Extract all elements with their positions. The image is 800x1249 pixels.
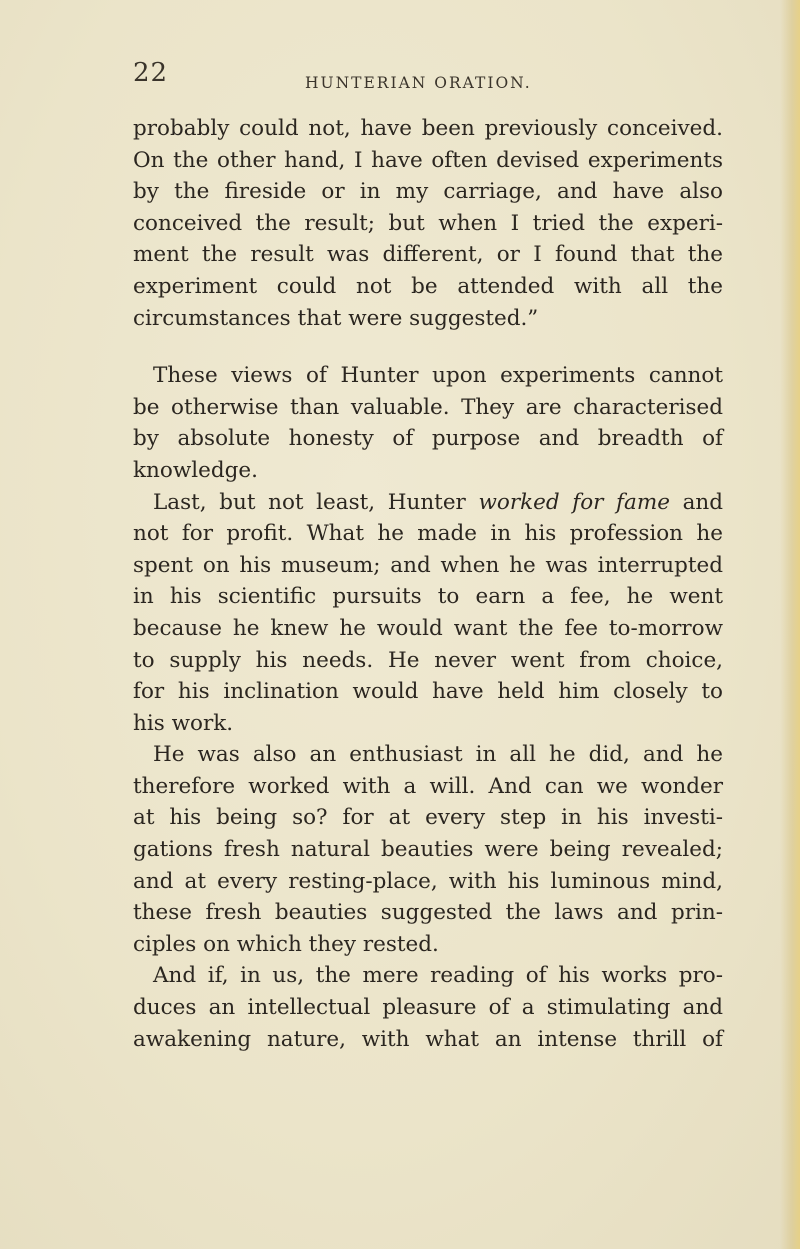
text-line: by absolute honesty of purpose and breadth of (133, 426, 723, 452)
paragraph-reading-works (133, 960, 723, 1055)
text-line: ment the result was different, or I found that the (133, 242, 723, 268)
text-line: probably could not, have been previously conceived. (133, 116, 723, 141)
text-line: awakening nature, with what an intense thrill of (133, 1026, 723, 1052)
text-line: conceived the result; but when I tried the experi- (133, 210, 723, 236)
text-line: not for profit. What he made in his profession he (133, 521, 723, 547)
paragraph-gap (133, 334, 723, 360)
text-line: experiment could not be attended with all the (133, 273, 723, 299)
text-line: On the other hand, I have often devised experiments (133, 147, 723, 173)
paragraph-views-of-hunter (133, 360, 723, 486)
italic-phrase: worked for fame (478, 489, 670, 515)
text-line: therefore worked with a will. And can we wonder (133, 773, 723, 799)
text-line: And if, in us, the mere reading of his works pro- (153, 963, 723, 989)
text-line: to supply his needs. He never went from choice, (133, 647, 723, 673)
text-run: and (669, 489, 724, 515)
text-line: because he knew he would want the fee to-morrow (133, 615, 723, 641)
text-line: at his being so? for at every step in his investi- (133, 805, 723, 831)
text-line: by the fireside or in my carriage, and have also (133, 179, 723, 205)
running-head: HUNTERIAN ORATION. (305, 74, 532, 92)
text-run: Last, but not least, Hunter (153, 489, 479, 515)
paragraph-last-but-not-least (133, 487, 723, 740)
text-line: He was also an enthusiast in all he did, and he (153, 742, 723, 768)
text-line: and at every resting-place, with his luminous mind, (133, 868, 723, 894)
paragraph-enthusiast (133, 739, 723, 960)
paragraph-quote-continuation (133, 113, 723, 334)
text-line: knowledge. (133, 457, 258, 483)
text-line: for his inclination would have held him closely to (133, 679, 723, 705)
text-line: his work. (133, 710, 234, 736)
text-line (133, 487, 723, 519)
page-number: 22 (133, 58, 169, 88)
page-edge (780, 0, 800, 1249)
text-line: These views of Hunter upon experiments cannot (153, 363, 723, 389)
text-line: these fresh beauties suggested the laws and prin- (133, 900, 723, 926)
text-line: gations fresh natural beauties were being revealed; (133, 837, 723, 863)
text-line: ciples on which they rested. (133, 931, 439, 957)
text-line: be otherwise than valuable. They are characterised (133, 394, 723, 420)
body-text (133, 113, 723, 1055)
text-line: in his scientific pursuits to earn a fee, he went (133, 584, 723, 610)
text-line: circumstances that were suggested.” (133, 305, 539, 331)
page-header (133, 58, 723, 98)
text-line: spent on his museum; and when he was interrupted (133, 552, 723, 578)
text-line: duces an intellectual pleasure of a stimulating and (133, 995, 723, 1021)
